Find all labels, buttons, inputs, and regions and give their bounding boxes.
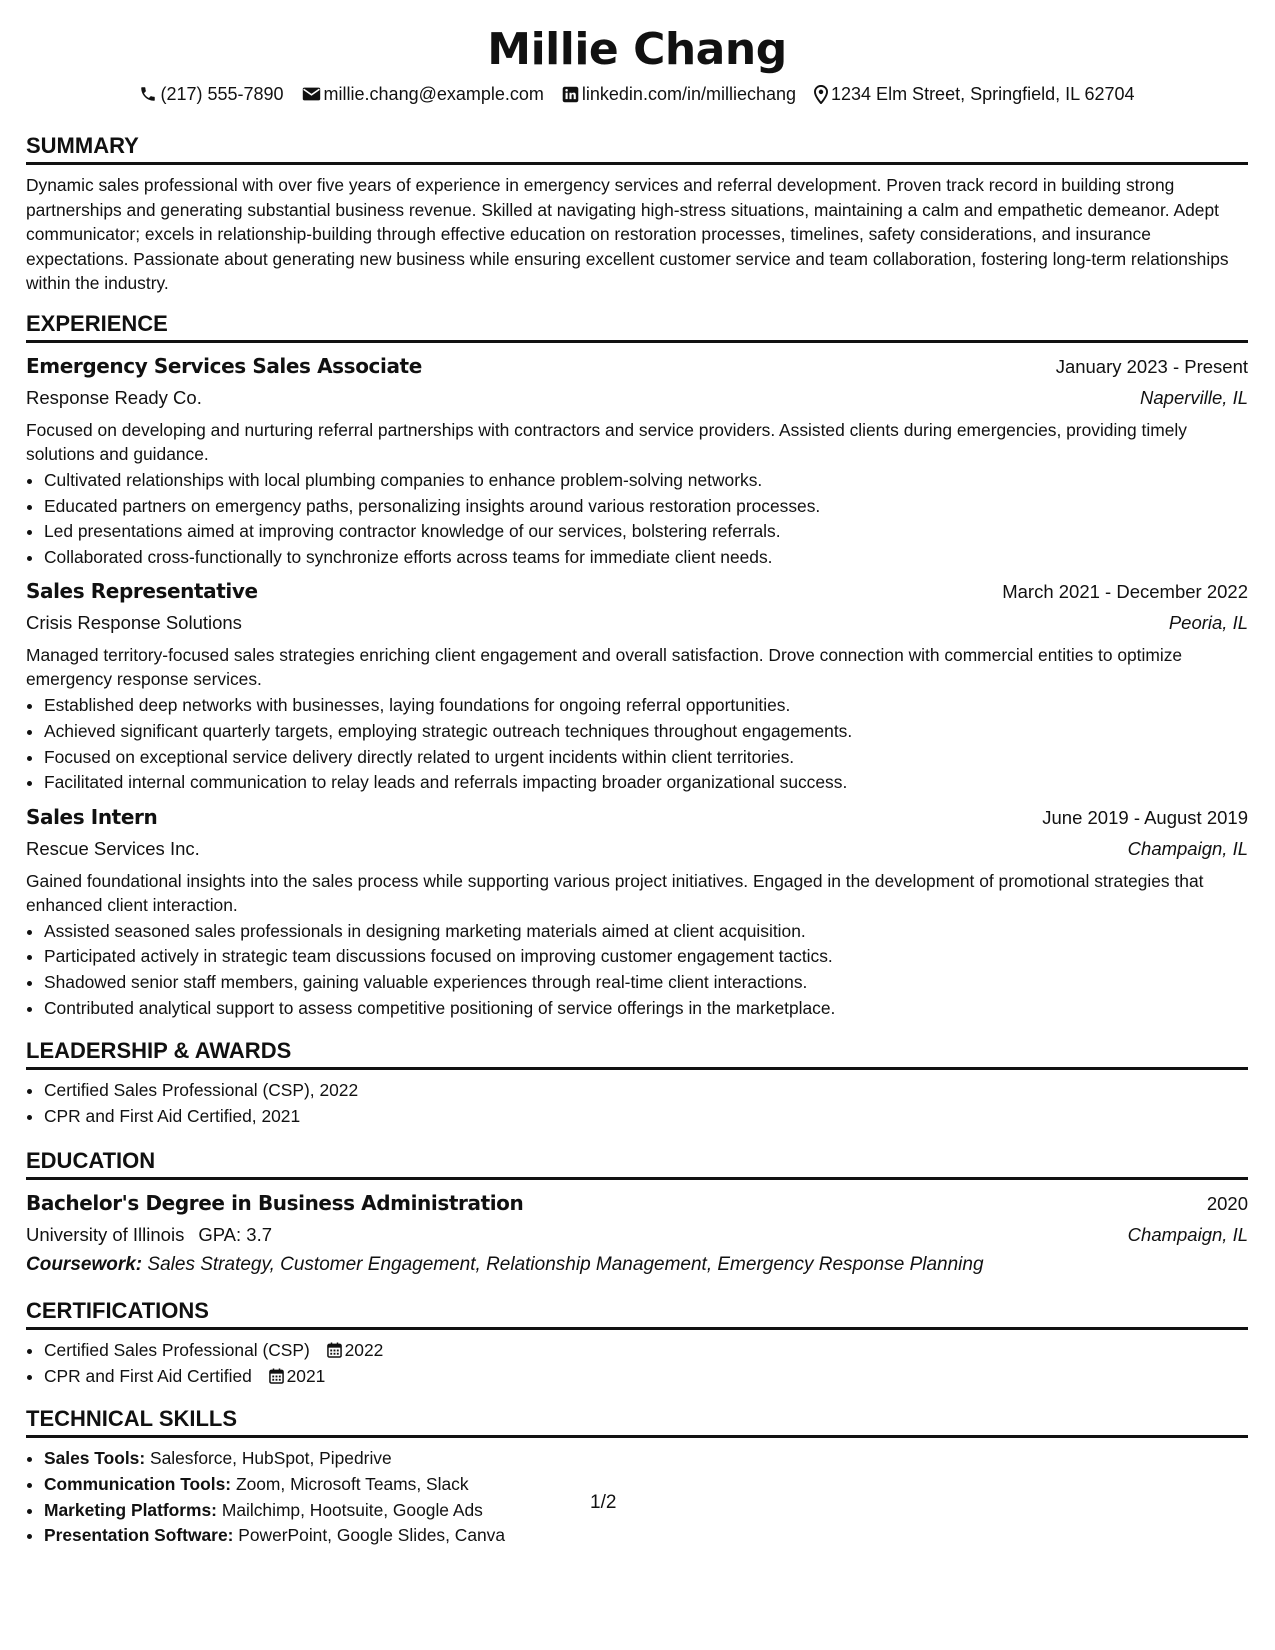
degree-title: Bachelor's Degree in Business Administration xyxy=(26,1191,524,1216)
job-dates: June 2019 - August 2019 xyxy=(1042,806,1248,828)
contact-phone xyxy=(139,82,283,106)
leadership-list xyxy=(26,1078,1248,1129)
job-title: Emergency Services Sales Associate xyxy=(26,353,422,378)
coursework xyxy=(26,1251,1248,1279)
linkedin-icon xyxy=(562,86,579,103)
list-item: • Collaborated cross-functionally to synchronize efforts across teams for immediate client needs. xyxy=(44,545,1248,571)
job-entry xyxy=(26,351,1248,570)
skill-label: Presentation Software: xyxy=(44,1525,234,1546)
list-item: • Contributed analytical support to assess competitive positioning of service offerings in the marketplace. xyxy=(44,996,1248,1022)
skills-heading: TECHNICAL SKILLS xyxy=(26,1405,1248,1438)
page-number: 1/2 xyxy=(590,1492,617,1513)
cert-year: 2022 xyxy=(344,1340,384,1361)
coursework-text: Sales Strategy, Customer Engagement, Relationship Management, Emergency Response Planning xyxy=(147,1254,984,1276)
certifications-list xyxy=(26,1338,1248,1389)
list-item: • Achieved significant quarterly targets, employing strategic outreach techniques throughout engagements. xyxy=(44,719,1248,745)
graduation-year: 2020 xyxy=(1206,1193,1248,1215)
list-item: • Certified Sales Professional (CSP), 2022 xyxy=(44,1078,1248,1104)
list-item xyxy=(44,1338,1248,1364)
linkedin-text[interactable]: linkedin.com/in/milliechang xyxy=(581,84,797,104)
leadership-heading: LEADERSHIP & AWARDS xyxy=(26,1037,1248,1070)
certifications-heading: CERTIFICATIONS xyxy=(26,1297,1248,1330)
list-item: • Focused on exceptional service delivery directly related to urgent incidents within client territories. xyxy=(44,745,1248,771)
list-item: • CPR and First Aid Certified, 2021 xyxy=(44,1104,1248,1130)
list-item xyxy=(44,1472,1248,1498)
list-item: • Facilitated internal communication to relay leads and referrals impacting broader organizational success. xyxy=(44,770,1248,796)
list-item: • Participated actively in strategic team discussions focused on improving customer engagement tactics. xyxy=(44,944,1248,970)
job-description: Focused on developing and nurturing referral partnerships with contractors and service providers. Assisted clients during emergencies, providing timely solutions and guidance. xyxy=(26,419,1187,464)
contact-address xyxy=(814,82,1135,106)
list-item xyxy=(44,1364,1248,1390)
address-text: 1234 Elm Street, Springfield, IL 62704 xyxy=(831,84,1135,104)
certifications-section xyxy=(26,1297,1248,1389)
list-item: • Educated partners on emergency paths, personalizing insights around various restoration processes. xyxy=(44,494,1248,520)
job-location: Peoria, IL xyxy=(1168,612,1248,634)
skill-label: Sales Tools: xyxy=(44,1448,146,1469)
summary-text: Dynamic sales professional with over five years of experience in emergency services and referral development. Proven track record in building strong partnerships and generating substantial business revenue. Skilled at navigating high-stress situations, maintaining a calm and empathetic demeanor. Adept communicator; excels in relationship-building through effective education on restoration processes, timelines, safety considerations, and insurance expectations. Passionate about generating new business while ensuring excellent customer service and team collaboration, fostering long-term relationships within the industry. xyxy=(26,175,1229,294)
phone-text: (217) 555-7890 xyxy=(160,84,284,104)
skills-list xyxy=(26,1446,1248,1548)
cert-name: CPR and First Aid Certified xyxy=(44,1365,252,1386)
school-location: Champaign, IL xyxy=(1127,1224,1248,1246)
envelope-icon xyxy=(302,86,321,102)
calendar-icon xyxy=(269,1368,284,1384)
job-location: Naperville, IL xyxy=(1140,386,1248,408)
candidate-name: Millie Chang xyxy=(487,24,787,75)
experience-section xyxy=(26,310,1248,1021)
calendar-icon xyxy=(327,1342,342,1358)
job-bullets xyxy=(26,693,1248,795)
experience-heading: EXPERIENCE xyxy=(26,310,1248,343)
contact-linkedin[interactable] xyxy=(562,82,796,106)
skill-label: Communication Tools: xyxy=(44,1474,232,1495)
job-dates: March 2021 - December 2022 xyxy=(1002,581,1248,603)
job-bullets xyxy=(26,919,1248,1021)
list-item: • Assisted seasoned sales professionals in designing marketing materials aimed at client acquisition. xyxy=(44,919,1248,945)
job-description: Managed territory-focused sales strategies enriching client engagement and overall satisfaction. Drove connection with commercial entities to optimize emergency response services. xyxy=(26,645,1183,690)
job-title: Sales Representative xyxy=(26,579,258,604)
job-company: Response Ready Co. xyxy=(26,386,202,408)
job-bullets xyxy=(26,468,1248,570)
job-dates: January 2023 - Present xyxy=(1055,355,1248,377)
list-item xyxy=(44,1498,1248,1524)
education-section xyxy=(26,1147,1248,1279)
job-title: Sales Intern xyxy=(26,804,158,829)
contact-email[interactable] xyxy=(302,82,544,106)
cert-year: 2021 xyxy=(286,1365,326,1386)
summary-heading: SUMMARY xyxy=(26,132,1248,165)
job-description: Gained foundational insights into the sales process while supporting various project initiatives. Engaged in the development of promotional strategies that enhanced client interaction. xyxy=(26,870,1204,915)
list-item: • Cultivated relationships with local plumbing companies to enhance problem-solving networks. xyxy=(44,468,1248,494)
list-item: • Led presentations aimed at improving contractor knowledge of our services, bolstering referrals. xyxy=(44,519,1248,545)
education-heading: EDUCATION xyxy=(26,1147,1248,1180)
leadership-section xyxy=(26,1037,1248,1129)
map-pin-icon xyxy=(814,85,828,104)
list-item xyxy=(44,1523,1248,1549)
job-entry xyxy=(26,576,1248,795)
contact-bar xyxy=(26,82,1248,106)
list-item: • Shadowed senior staff members, gaining valuable experiences through real-time client interactions. xyxy=(44,970,1248,996)
coursework-label: Coursework: xyxy=(26,1254,143,1276)
skill-value: Salesforce, HubSpot, Pipedrive xyxy=(150,1448,392,1469)
skill-value: Zoom, Microsoft Teams, Slack xyxy=(235,1474,469,1495)
school-text: University of Illinois xyxy=(26,1224,185,1246)
phone-icon xyxy=(139,85,157,103)
list-item: • Established deep networks with businesses, laying foundations for ongoing referral opportunities. xyxy=(44,693,1248,719)
email-text[interactable]: millie.chang@example.com xyxy=(323,84,544,104)
resume-content xyxy=(26,22,1248,1549)
school-name xyxy=(26,1219,272,1251)
skill-label: Marketing Platforms: xyxy=(44,1499,217,1520)
job-company: Rescue Services Inc. xyxy=(26,837,200,859)
skill-value: Mailchimp, Hootsuite, Google Ads xyxy=(221,1499,483,1520)
list-item xyxy=(44,1446,1248,1472)
skill-value: PowerPoint, Google Slides, Canva xyxy=(238,1525,506,1546)
cert-name: Certified Sales Professional (CSP) xyxy=(44,1340,310,1361)
summary-section xyxy=(26,132,1248,296)
skills-section xyxy=(26,1405,1248,1548)
gpa-text: GPA: 3.7 xyxy=(198,1224,273,1246)
job-company: Crisis Response Solutions xyxy=(26,612,242,634)
job-entry xyxy=(26,802,1248,1021)
job-location: Champaign, IL xyxy=(1127,837,1248,859)
